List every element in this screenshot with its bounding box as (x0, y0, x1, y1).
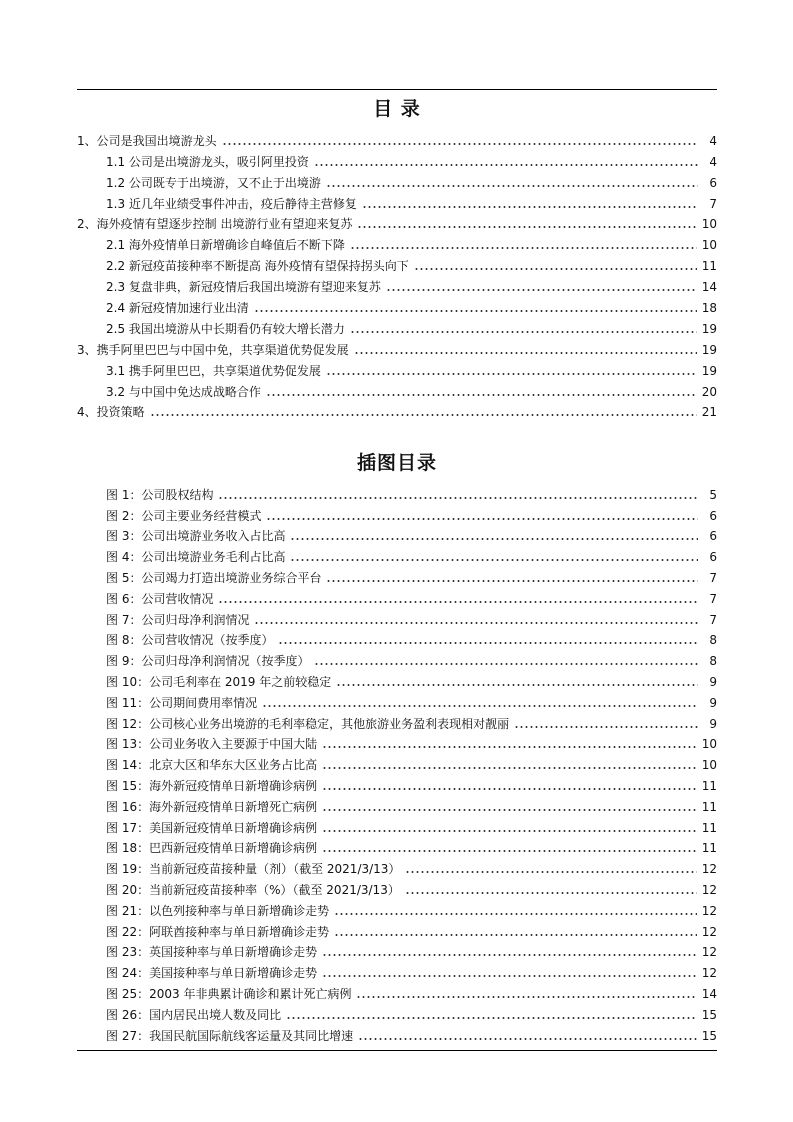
toc-entry[interactable] (106, 380, 717, 400)
dot-leader (334, 904, 697, 916)
top-rule (77, 89, 717, 90)
figure-entry-page: 11 (701, 821, 717, 835)
dot-leader (514, 717, 698, 729)
toc-entry-page: 19 (701, 322, 717, 336)
toc-entry[interactable] (106, 150, 717, 170)
toc-entry[interactable] (106, 192, 717, 212)
figure-entry[interactable] (106, 836, 717, 856)
figure-entry-title: 图 20：当前新冠疫苗接种率（%）（截至 2021/3/13） (106, 883, 400, 897)
dot-leader (356, 987, 696, 999)
dot-leader (322, 841, 697, 853)
dot-leader (322, 758, 697, 770)
figure-entry-title: 图 4：公司出境游业务毛利占比高 (106, 550, 286, 564)
toc-entry-page: 18 (701, 301, 717, 315)
figure-entry-page: 7 (709, 571, 717, 585)
dot-leader (322, 779, 697, 791)
toc-entry-page: 21 (701, 405, 717, 419)
toc-entry[interactable] (106, 254, 717, 274)
toc-entry-page: 7 (709, 197, 717, 211)
figure-entry[interactable] (106, 920, 717, 940)
dot-leader (326, 364, 697, 376)
toc-entry-title: 1.1 公司是出境游龙头，吸引阿里投资 (106, 155, 309, 169)
dot-leader (334, 925, 697, 937)
figure-entry-title: 图 14：北京大区和华东大区业务占比高 (106, 758, 318, 772)
figure-entry[interactable] (106, 712, 717, 732)
figure-entry[interactable] (106, 940, 717, 960)
figure-entry-page: 9 (709, 675, 717, 689)
dot-leader (354, 343, 697, 355)
dot-leader (254, 301, 697, 313)
figure-entry[interactable] (106, 504, 717, 524)
figure-entry-title: 图 10：公司毛利率在 2019 年之前较稳定 (106, 675, 332, 689)
figure-entry[interactable] (106, 795, 717, 815)
toc-entry-page: 4 (709, 134, 717, 148)
figure-entry-page: 14 (701, 987, 717, 1001)
figure-entry-page: 15 (701, 1029, 717, 1043)
figure-entry-title: 图 1：公司股权结构 (106, 488, 214, 502)
figure-entry-title: 图 25：2003 年非典累计确诊和累计死亡病例 (106, 987, 352, 1001)
figure-entry-page: 11 (701, 779, 717, 793)
toc-entry[interactable] (106, 171, 717, 191)
toc-entry[interactable] (106, 296, 717, 316)
figure-entry[interactable] (106, 1003, 717, 1023)
dot-leader (322, 966, 697, 978)
dot-leader (278, 633, 698, 645)
dot-leader (386, 280, 697, 292)
figure-entry[interactable] (106, 545, 717, 565)
toc-entry-page: 10 (701, 217, 717, 231)
dot-leader (405, 883, 697, 895)
figure-entry[interactable] (106, 816, 717, 836)
figure-entry-title: 图 13：公司业务收入主要源于中国大陆 (106, 737, 318, 751)
toc-entry-page: 10 (701, 238, 717, 252)
dot-leader (322, 821, 697, 833)
toc-entry-title: 1、公司是我国出境游龙头 (77, 134, 217, 148)
figure-entry[interactable] (106, 982, 717, 1002)
dot-leader (218, 488, 698, 500)
figure-entry-page: 7 (709, 613, 717, 627)
dot-leader (414, 259, 697, 271)
dot-leader (322, 945, 697, 957)
dot-leader (290, 529, 698, 541)
dot-leader (322, 800, 697, 812)
toc-entry[interactable] (77, 338, 717, 358)
figure-entry[interactable] (106, 670, 717, 690)
figure-entry-title: 图 24：美国接种率与单日新增确诊走势 (106, 966, 318, 980)
figure-entry-title: 图 16：海外新冠疫情单日新增死亡病例 (106, 800, 318, 814)
figure-entry-title: 图 18：巴西新冠疫情单日新增确诊病例 (106, 841, 318, 855)
figure-entry[interactable] (106, 753, 717, 773)
figure-entry-page: 6 (709, 550, 717, 564)
figure-entry[interactable] (106, 524, 717, 544)
dot-leader (362, 197, 698, 209)
figure-entry[interactable] (106, 878, 717, 898)
dot-leader (350, 238, 697, 250)
toc-entry-title: 1.3 近几年业绩受事件冲击，疫后静待主营修复 (106, 197, 357, 211)
figure-entry[interactable] (106, 857, 717, 877)
figure-entry-title: 图 21：以色列接种率与单日新增确诊走势 (106, 904, 330, 918)
figure-entry-title: 图 15：海外新冠疫情单日新增确诊病例 (106, 779, 318, 793)
dot-leader (266, 509, 698, 521)
figure-entry-page: 10 (701, 737, 717, 751)
figure-entry-page: 12 (701, 925, 717, 939)
toc-entry-title: 2、海外疫情有望逐步控制 出境游行业有望迎来复苏 (77, 217, 353, 231)
toc-entry-title: 2.5 我国出境游从中长期看仍有较大增长潜力 (106, 322, 345, 336)
dot-leader (290, 550, 698, 562)
dot-leader (262, 696, 698, 708)
figure-entry[interactable] (106, 1024, 717, 1044)
dot-leader (326, 176, 698, 188)
figure-entry[interactable] (106, 608, 717, 628)
toc-entry-title: 2.4 新冠疫情加速行业出清 (106, 301, 249, 315)
figure-entry-page: 12 (701, 904, 717, 918)
dot-leader (405, 862, 696, 874)
figure-entry-page: 11 (701, 800, 717, 814)
toc-entry[interactable] (77, 212, 717, 232)
figure-entry-title: 图 22：阿联酋接种率与单日新增确诊走势 (106, 925, 330, 939)
toc-entry-page: 14 (701, 280, 717, 294)
toc-entry-title: 1.2 公司既专于出境游，又不止于出境游 (106, 176, 321, 190)
figure-entry-page: 8 (709, 633, 717, 647)
figure-entry-title: 图 9：公司归母净利润情况（按季度） (106, 654, 310, 668)
figure-entry[interactable] (106, 961, 717, 981)
figure-entry[interactable] (106, 774, 717, 794)
figure-entry-page: 6 (709, 529, 717, 543)
toc-entry[interactable] (106, 359, 717, 379)
figure-entry-page: 12 (701, 883, 717, 897)
toc-entry[interactable] (77, 129, 717, 149)
figure-entry-title: 图 19：当前新冠疫苗接种量（剂）（截至 2021/3/13） (106, 862, 401, 876)
figure-entry-page: 15 (701, 1008, 717, 1022)
toc-entry-title: 2.2 新冠疫苗接种率不断提高 海外疫情有望保持拐头向下 (106, 259, 409, 273)
figure-entry-page: 9 (709, 717, 717, 731)
toc-entry-page: 20 (701, 385, 717, 399)
figure-entry-page: 8 (709, 654, 717, 668)
toc-entry[interactable] (77, 400, 717, 420)
figure-entry-title: 图 5：公司竭力打造出境游业务综合平台 (106, 571, 322, 585)
figures-heading: 插图目录 (356, 452, 437, 474)
toc-entry-title: 3.2 与中国中免达成战略合作 (106, 385, 261, 399)
toc-entry-page: 6 (709, 176, 717, 190)
toc-entry[interactable] (106, 233, 717, 253)
figure-entry-page: 12 (701, 945, 717, 959)
dot-leader (218, 592, 698, 604)
dot-leader (326, 571, 698, 583)
figure-entry-page: 11 (701, 841, 717, 855)
figure-entry-title: 图 3：公司出境游业务收入占比高 (106, 529, 286, 543)
figure-entry-title: 图 2：公司主要业务经营模式 (106, 509, 262, 523)
figure-entry-title: 图 12：公司核心业务出境游的毛利率稳定，其他旅游业务盈利表现相对靓丽 (106, 717, 510, 731)
toc-entry-title: 2.3 复盘非典，新冠疫情后我国出境游有望迎来复苏 (106, 280, 381, 294)
toc-entry-title: 3.1 携手阿里巴巴，共享渠道优势促发展 (106, 364, 321, 378)
figure-entry-title: 图 27：我国民航国际航线客运量及其同比增速 (106, 1029, 354, 1043)
toc-heading: 目 录 (373, 98, 421, 120)
figure-entry-page: 5 (709, 488, 717, 502)
figure-entry[interactable] (106, 691, 717, 711)
figure-entry[interactable] (106, 483, 717, 503)
dot-leader (286, 1008, 697, 1020)
toc-entry-page: 4 (709, 155, 717, 169)
figure-entry-page: 12 (701, 966, 717, 980)
toc-entry-page: 19 (701, 343, 717, 357)
figure-entry[interactable] (106, 628, 717, 648)
figure-entry-page: 9 (709, 696, 717, 710)
dot-leader (254, 613, 698, 625)
dot-leader (357, 217, 696, 229)
figure-entry[interactable] (106, 732, 717, 752)
dot-leader (222, 134, 698, 146)
toc-entry-title: 3、携手阿里巴巴与中国中免，共享渠道优势促发展 (77, 343, 349, 357)
toc-entry-title: 2.1 海外疫情单日新增确诊自峰值后不断下降 (106, 238, 345, 252)
dot-leader (358, 1029, 697, 1041)
toc-entry[interactable] (106, 317, 717, 337)
figure-entry-title: 图 26：国内居民出境人数及同比 (106, 1008, 282, 1022)
figure-entry-title: 图 11：公司期间费用率情况 (106, 696, 258, 710)
figure-entry[interactable] (106, 566, 717, 586)
dot-leader (150, 405, 697, 417)
toc-entry-page: 11 (701, 259, 717, 273)
dot-leader (314, 155, 698, 167)
figure-entry[interactable] (106, 587, 717, 607)
figure-entry-title: 图 23：英国接种率与单日新增确诊走势 (106, 945, 318, 959)
toc-entry-page: 19 (701, 364, 717, 378)
dot-leader (322, 737, 697, 749)
dot-leader (314, 654, 698, 666)
figure-entry[interactable] (106, 899, 717, 919)
dot-leader (266, 385, 697, 397)
figure-entry-title: 图 17：美国新冠疫情单日新增确诊病例 (106, 821, 318, 835)
figure-entry-page: 7 (709, 592, 717, 606)
figure-entry-title: 图 8：公司营收情况（按季度） (106, 633, 274, 647)
bottom-rule (77, 1050, 717, 1051)
figure-entry-title: 图 6：公司营收情况 (106, 592, 214, 606)
toc-entry[interactable] (106, 275, 717, 295)
figure-entry-page: 10 (701, 758, 717, 772)
figure-entry-page: 6 (709, 509, 717, 523)
figure-entry-title: 图 7：公司归母净利润情况 (106, 613, 250, 627)
figure-entry-page: 12 (701, 862, 717, 876)
dot-leader (350, 322, 697, 334)
figure-entry[interactable] (106, 649, 717, 669)
dot-leader (336, 675, 698, 687)
toc-entry-title: 4、投资策略 (77, 405, 145, 419)
